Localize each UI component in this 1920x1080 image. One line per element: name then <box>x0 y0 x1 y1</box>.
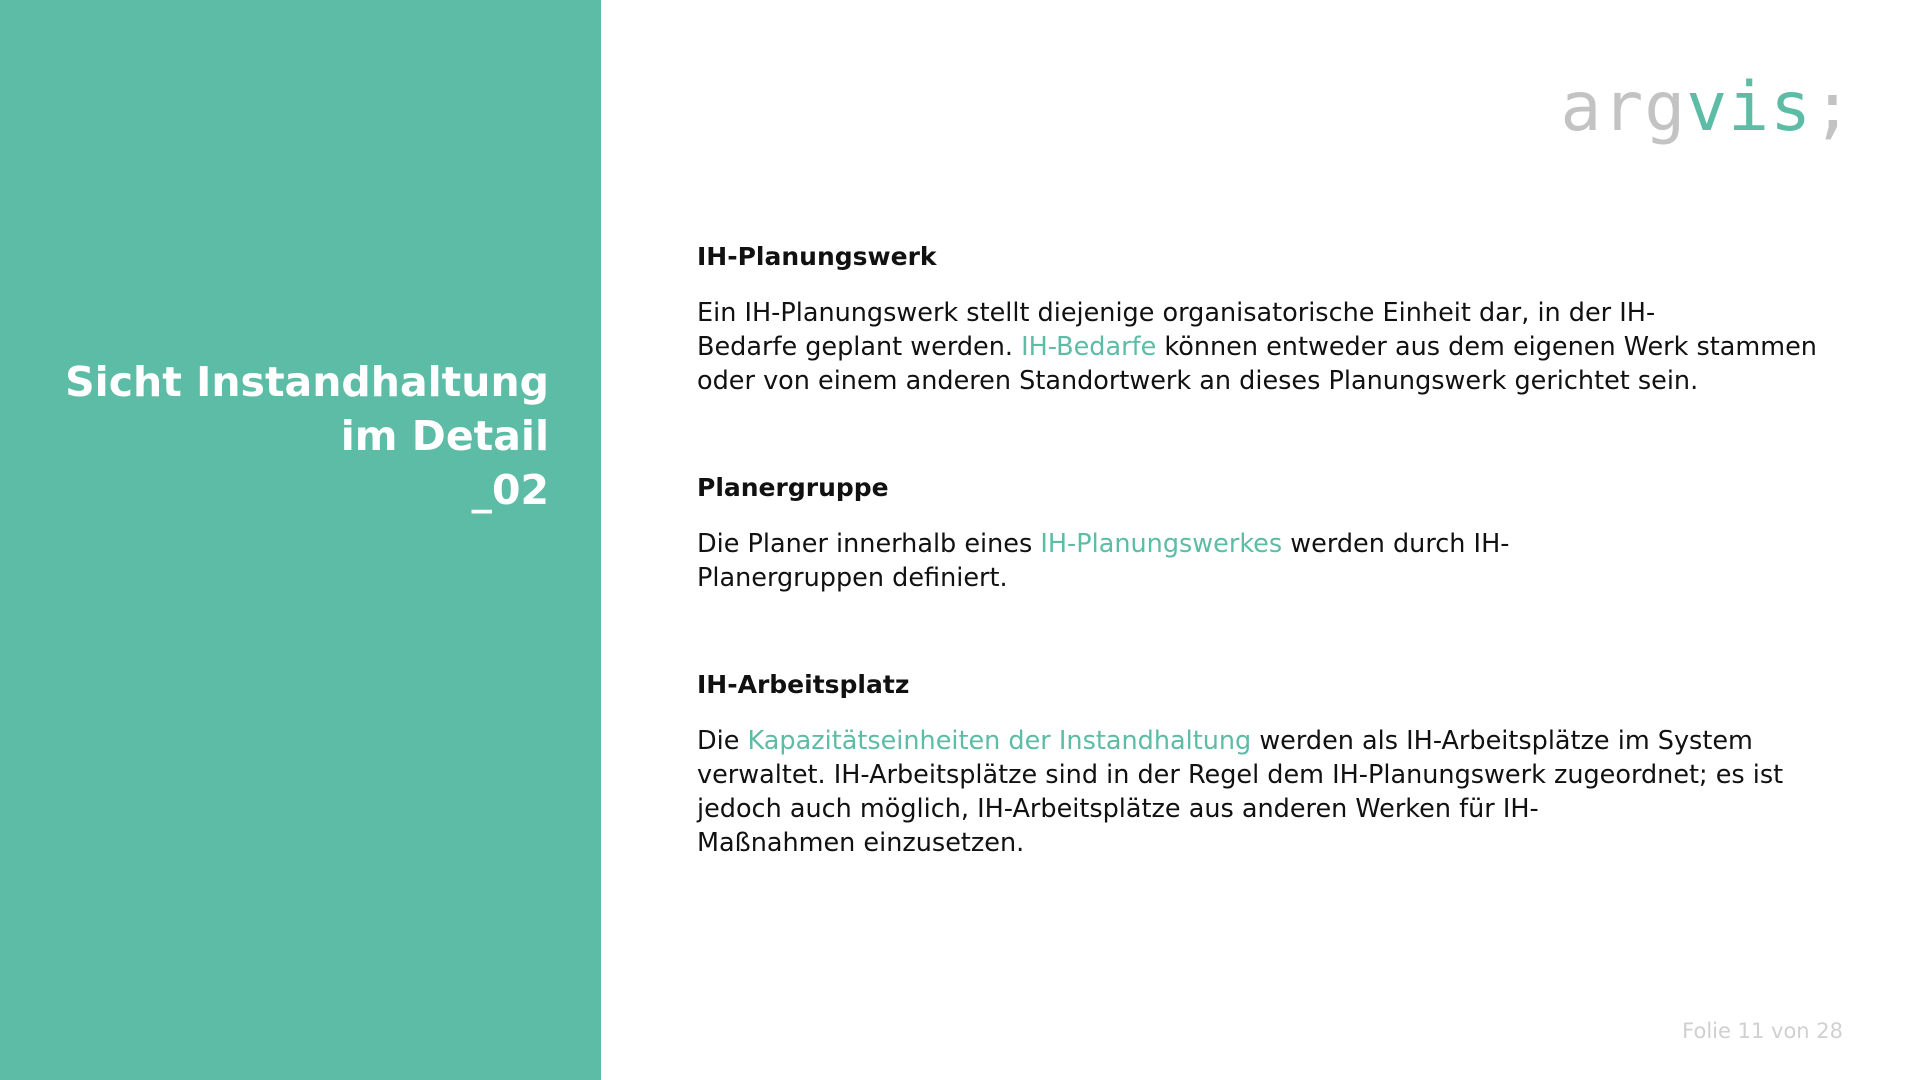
body-text: Die <box>697 726 748 756</box>
body-text: Planergruppen definiert. <box>697 563 1008 593</box>
body-text: verwaltet. IH-Arbeitsplätze sind in der Regel dem IH-Planungswerk zugeordnet; es ist <box>697 760 1784 790</box>
slide-counter: Folie 11 von 28 <box>1682 1019 1843 1043</box>
body-text: jedoch auch möglich, IH-Arbeitsplätze aus anderen Werken für IH- <box>697 794 1539 824</box>
section-heading: IH-Planungswerk <box>697 242 937 271</box>
section-body <box>697 527 1837 595</box>
slide-title-line-3: _02 <box>471 466 549 514</box>
body-text: werden als IH-Arbeitsplätze im System <box>1251 726 1753 756</box>
body-text: werden durch IH- <box>1282 529 1510 559</box>
logo-text-part-3: ; <box>1812 68 1854 147</box>
link-kapazitaetseinheiten[interactable]: Kapazitätseinheiten der Instandhaltung <box>747 726 1252 756</box>
sidebar-panel <box>0 0 601 1080</box>
body-text: Bedarfe geplant werden. <box>697 332 1022 362</box>
body-text: Ein IH-Planungswerk stellt diejenige organisatorische Einheit dar, in der IH- <box>697 298 1656 328</box>
section-planergruppe <box>697 471 1837 595</box>
section-heading: IH-Arbeitsplatz <box>697 670 910 699</box>
content-area <box>697 240 1837 933</box>
link-ih-planungswerkes[interactable]: IH-Planungswerkes <box>1040 529 1283 559</box>
argvis-logo <box>1560 68 1854 148</box>
section-heading: Planergruppe <box>697 473 889 502</box>
link-ih-bedarfe[interactable]: IH-Bedarfe <box>1021 332 1157 362</box>
section-body <box>697 724 1837 860</box>
section-body <box>697 296 1837 398</box>
body-text: oder von einem anderen Standortwerk an dieses Planungswerk gerichtet sein. <box>697 366 1699 396</box>
slide-title <box>9 355 549 517</box>
slide-title-line-2: im Detail <box>340 412 549 460</box>
body-text: Die Planer innerhalb eines <box>697 529 1041 559</box>
section-ih-arbeitsplatz <box>697 668 1837 860</box>
section-ih-planungswerk <box>697 240 1837 398</box>
logo-text-part-1: arg <box>1560 68 1687 147</box>
slide-title-line-1: Sicht Instandhaltung <box>65 358 549 406</box>
logo-text-part-2: vis <box>1686 68 1813 147</box>
body-text: Maßnahmen einzusetzen. <box>697 828 1025 858</box>
body-text: können entweder aus dem eigenen Werk stammen <box>1156 332 1817 362</box>
